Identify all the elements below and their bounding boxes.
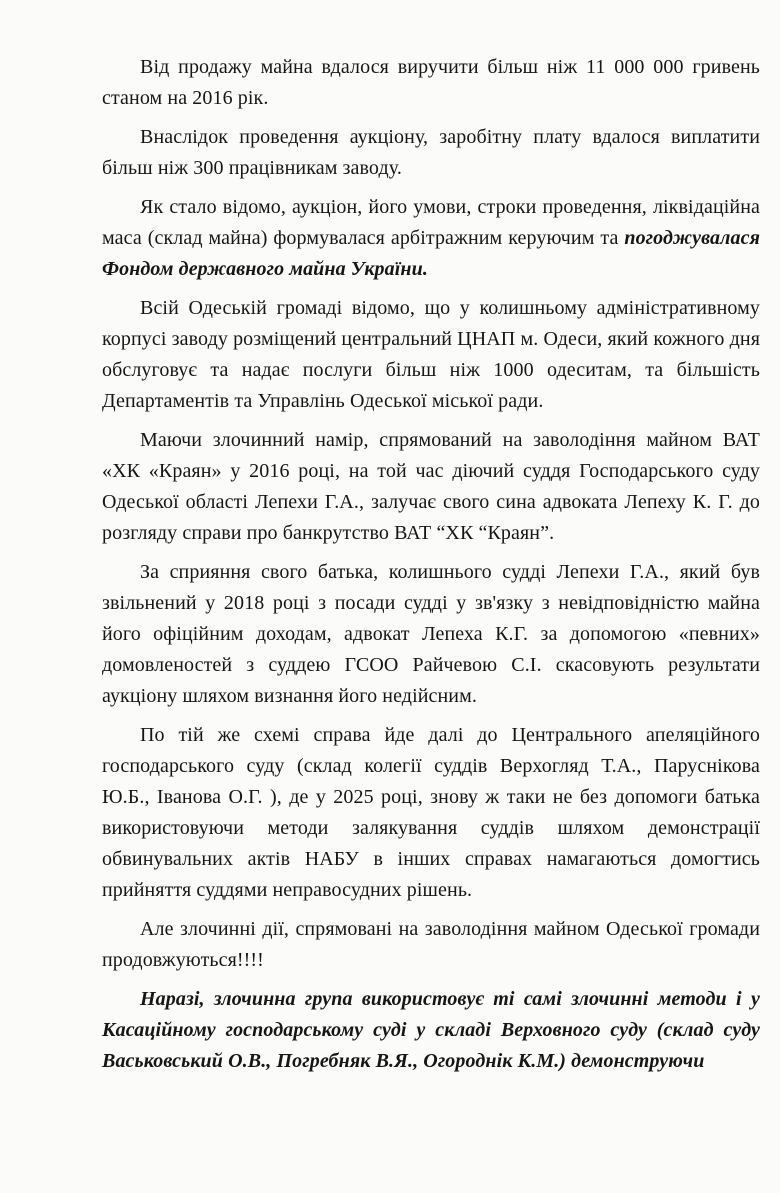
paragraph-cnap-building: Всій Одеській громаді відомо, що у колишньому адміністративному корпусі заводу розміщений центральний ЦНАП м. Одеси, який кожного дня обслуговує та надає послуги більш ніж 1000 одеситам, та більшість Департаментів та Управлінь Одеської міської ради. (102, 297, 760, 412)
paragraph-actions-continue: Але злочинні дії, спрямовані на заволодіння майном Одеської громади продовжуються!!!! (102, 918, 760, 971)
document-body (102, 52, 760, 1085)
paragraph-auction-terms (102, 192, 760, 285)
paragraph-appeal-court: По тій же схемі справа йде далі до Центрального апеляційного господарського суду (склад колегії суддів Верхогляд Т.А., Паруснікова Ю.Б., Іванова О.Г. ), де у 2025 році, знову ж таки не без допомоги батька використовуючи методи залякування суддів шляхом демонстрації обвинувальних актів НАБУ в інших справах намагаються домогтись прийняття суддями неправосудних рішень. (102, 724, 760, 901)
paragraph-auction-terms-text: Як стало відомо, аукціон, його умови, строки проведення, ліквідаційна маса (склад майна) формувалася арбітражним керуючим та (102, 196, 760, 249)
paragraph-criminal-intent: Маючи злочинний намір, спрямований на заволодіння майном ВАТ «ХК «Краян» у 2016 році, на той час діючий суддя Господарського суду Одеської області Лепехи Г.А., залучає свого сина адвоката Лепеху К. Г. до розгляду справи про банкрутство ВАТ “ХК “Краян”. (102, 429, 760, 544)
paragraph-auction-terms-emphasis: погоджувалася Фондом державного майна України. (102, 227, 760, 280)
paragraph-wages-paid: Внаслідок проведення аукціону, заробітну плату вдалося виплатити більш ніж 300 працівникам заводу. (102, 126, 760, 179)
paragraph-auction-annulled: За сприяння свого батька, колишнього судді Лепехи Г.А., який був звільнений у 2018 році з посади судді у зв'язку з невідповідністю майна його офіційним доходам, адвокат Лепеха К.Г. за допомогою «певних» домовленостей з суддею ГСОО Райчевою С.І. скасовують результати аукціону шляхом визнання його недійсним. (102, 561, 760, 707)
paragraph-cassation-court: Наразі, злочинна група використовує ті самі злочинні методи і у Касаційному господарському суді у складі Верховного суду (склад суду Васьковський О.В., Погребняк В.Я., Огороднік К.М.) демонструючи (102, 988, 760, 1072)
paragraph-sale-proceeds: Від продажу майна вдалося виручити більш ніж 11 000 000 гривень станом на 2016 рік. (102, 56, 760, 109)
